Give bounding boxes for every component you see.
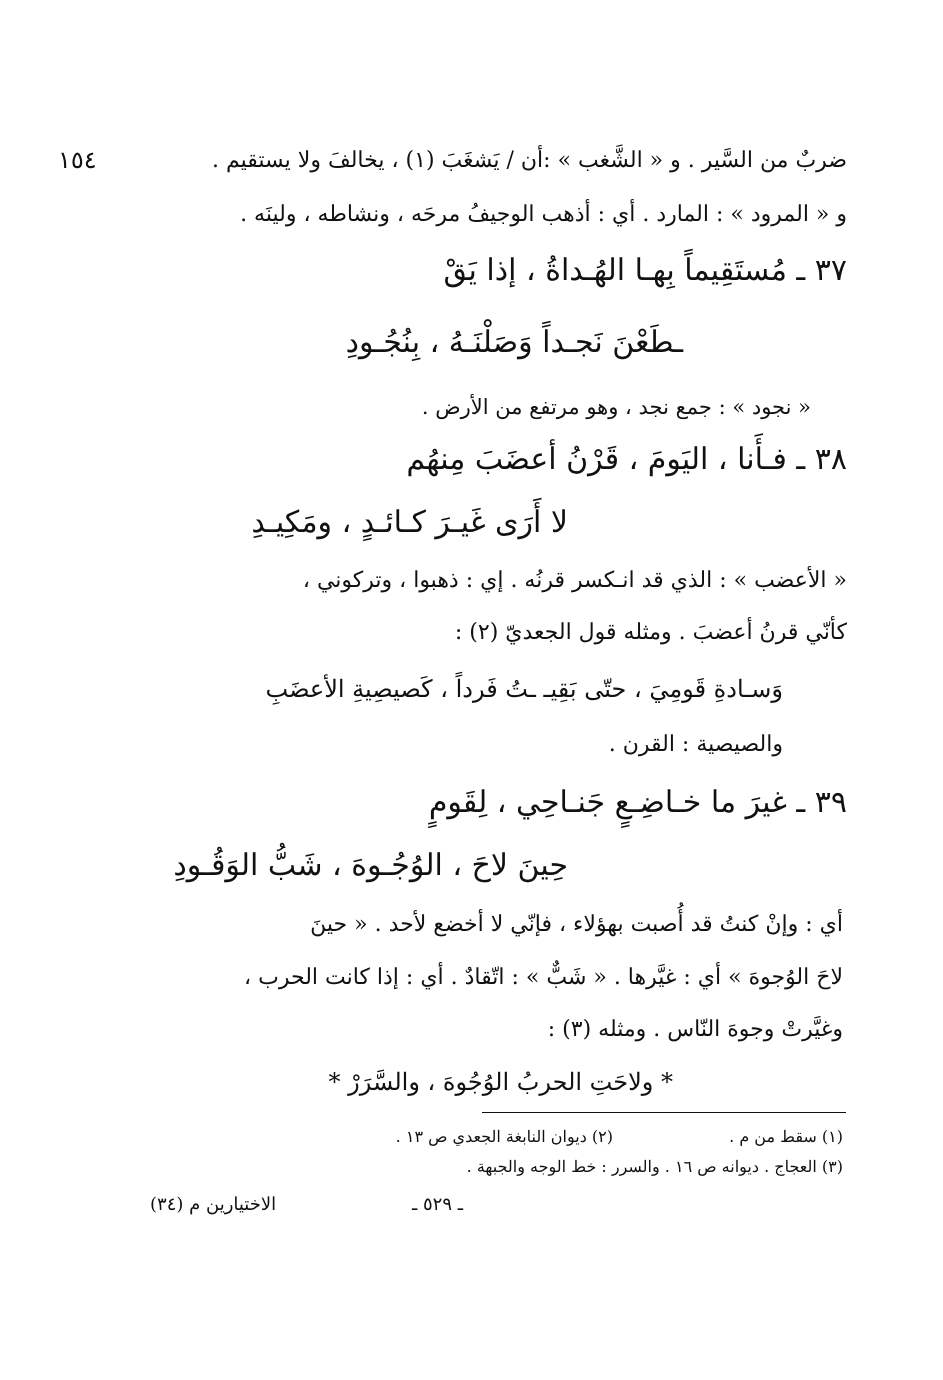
text-line: أي : وإنْ كنتُ قد أُصبت بهؤلاء ، فإنّي لا أخضع لأحد . « حينَ bbox=[310, 912, 843, 937]
verse-39-second-hemistich: حِينَ لاحَ ، الوُجُـوهَ ، شَبُّ الوَقُـودِ bbox=[173, 848, 568, 883]
text-line: كأنّي قرنُ أعضبَ . ومثله قول الجعديّ (٢) : bbox=[454, 620, 847, 645]
text-line: وغيَّرتْ وجوهَ النّاس . ومثله (٣) : bbox=[547, 1017, 843, 1042]
text-line: و « المرود » : المارد . أي : أذهب الوجيفُ مرحَه ، ونشاطه ، ولينَه . bbox=[240, 202, 847, 227]
verse-37-second-hemistich: ـطَعْنَ نَجـداً وَصَلْنَـهُ ، بِنُجُـودِ bbox=[345, 325, 683, 360]
footnote-3: (٣) العجاج . ديوانه ص ١٦ . والسرر : خط الوجه والجبهة . bbox=[466, 1157, 843, 1176]
signature-mark: الاختيارين م (٣٤) bbox=[150, 1194, 277, 1215]
text-line: لاحَ الوُجوهَ » أي : غيَّرها . « شَبٌّ » : اتّقادٌ . أي : إذا كانت الحرب ، bbox=[244, 965, 843, 990]
verse-37-first-hemistich: ٣٧ ـ مُستَقِيماً بِهـا الهُـداةُ ، إذا يَقْ bbox=[443, 253, 847, 288]
verse-38-second-hemistich: لا أَرَى غَيـرَ كـائـدٍ ، ومَكِيـدِ bbox=[251, 505, 568, 540]
footnote-2: (٢) ديوان النابغة الجعدي ص ١٣ . bbox=[395, 1127, 613, 1146]
text-line: ضربٌ من السَّير . و « الشَّغب » :أن / يَشغَبَ (١) ، يخالفَ ولا يستقيم . bbox=[212, 148, 847, 173]
margin-page-number: ١٥٤ bbox=[58, 146, 97, 174]
quoted-verse: * ولاحَتِ الحربُ الوُجُوهَ ، والسَّرَرْ * bbox=[328, 1068, 673, 1096]
gloss-line: « نجود » : جمع نجد ، وهو مرتفع من الأرض . bbox=[421, 395, 811, 419]
page-number: ـ ٥٢٩ ـ bbox=[412, 1194, 464, 1215]
verse-38-first-hemistich: ٣٨ ـ فـأَنا ، اليَومَ ، قَرْنُ أعضَبَ مِنهُم bbox=[406, 442, 847, 477]
footnote-divider bbox=[482, 1112, 846, 1113]
gloss-line: والصيصية : القرن . bbox=[608, 732, 783, 757]
verse-39-first-hemistich: ٣٩ ـ غيرَ ما خـاضِـعٍ جَنـاحِي ، لِقَومٍ bbox=[428, 785, 847, 820]
text-line: « الأعضب » : الذي قد انـكسر قرنُه . إي : ذهبوا ، وتركوني ، bbox=[302, 568, 847, 593]
quoted-verse: وَسـادةِ قَومِيَ ، حتّى بَقِيـ ـتُ فَرداً ، كَصيصِيةِ الأعضَبِ bbox=[265, 675, 783, 703]
footnote-1: (١) سقط من م . bbox=[729, 1127, 843, 1146]
